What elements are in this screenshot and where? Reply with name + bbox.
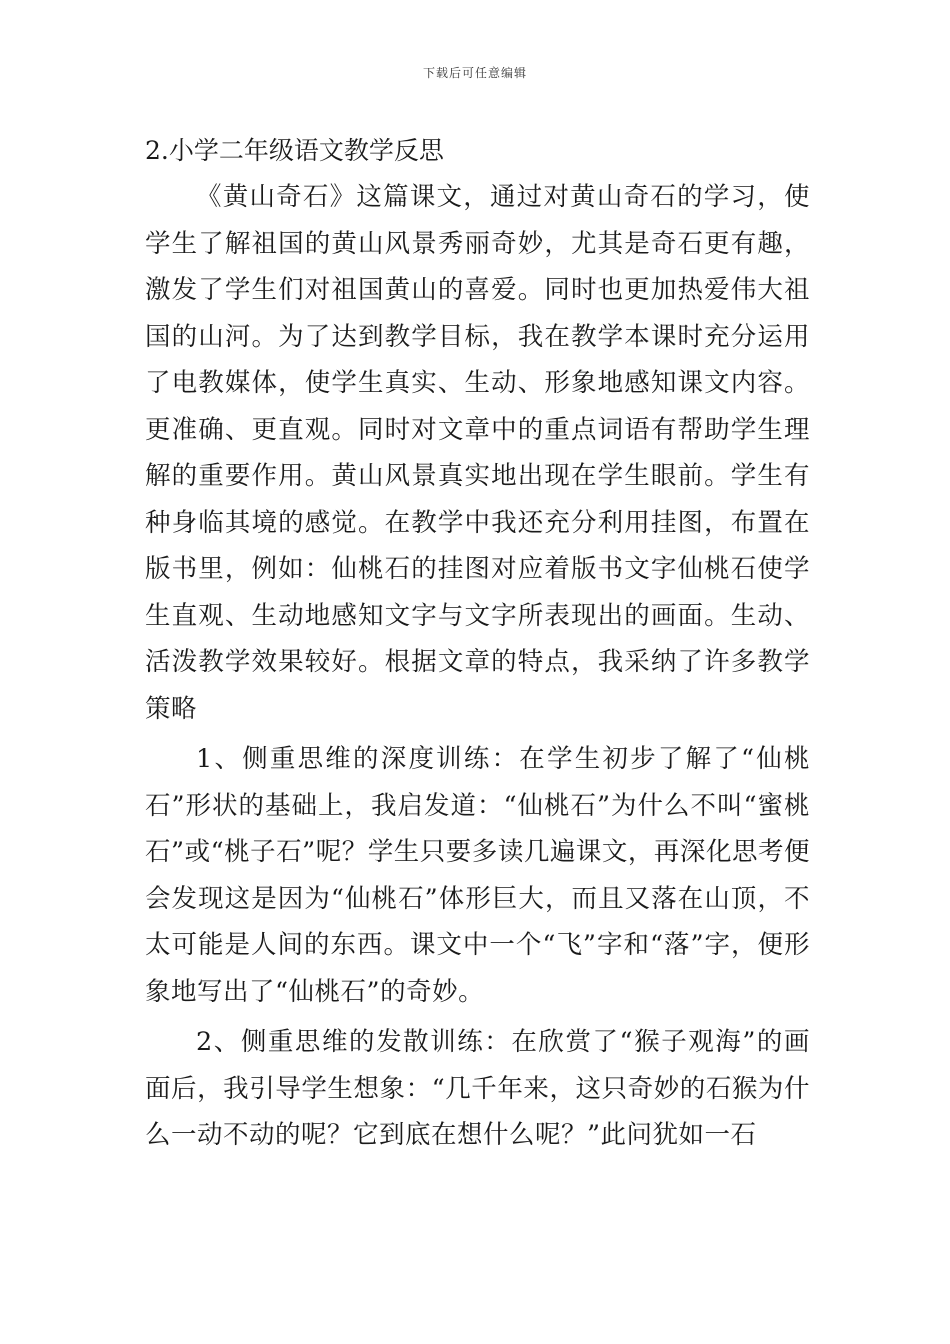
paragraph-strategy-2: 2、侧重思维的发散训练：在欣赏了“猴子观海”的画面后，我引导学生想象：“几千年来，这只奇妙的石猴为什么一动不动的呢？它到底在想什么呢？”此问犹如一石: [145, 1027, 810, 1150]
document-body: [145, 128, 810, 1159]
paragraph-strategy-1: 1、侧重思维的深度训练：在学生初步了解了“仙桃石”形状的基础上，我启发道：“仙桃石”为什么不叫“蜜桃石”或“桃子石”呢？学生只要多读几遍课文，再深化思考便会发现这是因为“仙桃石”体形巨大，而且又落在山顶，不太可能是人间的东西。课文中一个“飞”字和“落”字，便形象地写出了“仙桃石”的奇妙。: [145, 744, 810, 1007]
header-note: 下载后可任意编辑: [422, 66, 527, 80]
paragraph-intro: 《黄山奇石》这篇课文，通过对黄山奇石的学习，使学生了解祖国的黄山风景秀丽奇妙，尤其是奇石更有趣，激发了学生们对祖国黄山的喜爱。同时也更加热爱伟大祖国的山河。为了达到教学目标，我在教学本课时充分运用了电教媒体，使学生真实、生动、形象地感知课文内容。更准确、更直观。同时对文章中的重点词语有帮助学生理解的重要作用。黄山风景真实地出现在学生眼前。学生有种身临其境的感觉。在教学中我还充分利用挂图，布置在版书里，例如：仙桃石的挂图对应着版书文字仙桃石使学生直观、生动地感知文字与文字所表现出的画面。生动、活泼教学效果较好。根据文章的特点，我采纳了许多教学策略: [145, 182, 810, 724]
document-heading: 2.小学二年级语文教学反思: [145, 136, 444, 165]
